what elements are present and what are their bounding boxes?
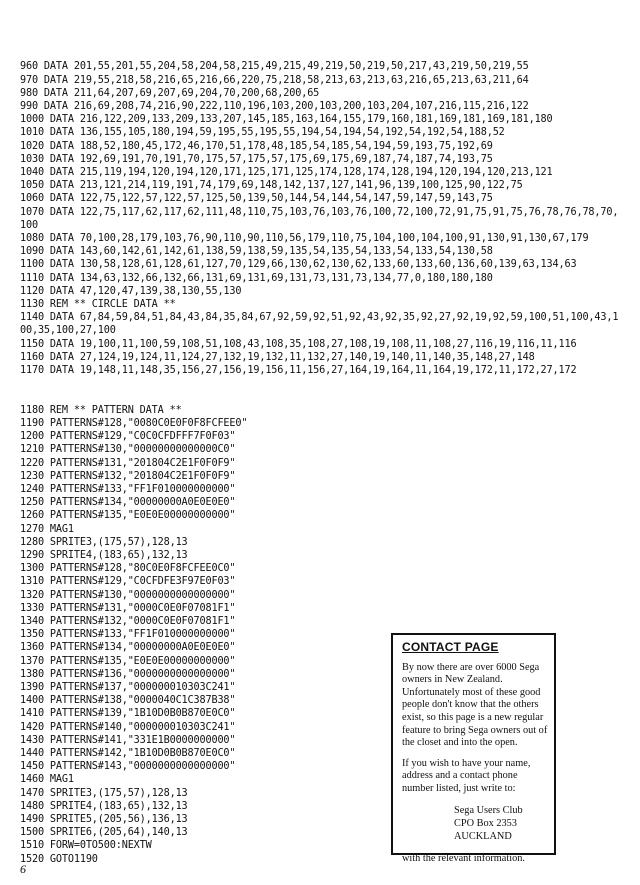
contact-closing: with the relevant information. xyxy=(402,852,525,864)
code-line: 1230 PATTERNS#132,"201804C2E1F0F0F9" xyxy=(20,470,236,482)
code-line: 1430 PATTERNS#141,"331E1B0000000000" xyxy=(20,734,236,746)
code-line: 1170 DATA 19,148,11,148,35,156,27,156,19,156,11,156,27,164,19,164,11,164,19,172,11,172,27,172 xyxy=(20,365,577,377)
code-line: 1370 PATTERNS#135,"E0E0E00000000000" xyxy=(20,655,236,667)
data-statements xyxy=(20,60,620,377)
club-address xyxy=(454,804,548,843)
code-line: 1220 PATTERNS#131,"201804C2E1F0F0F9" xyxy=(20,457,236,469)
code-line: 1450 PATTERNS#143,"0000000000000000" xyxy=(20,761,236,773)
code-line: 1350 PATTERNS#133,"FF1F010000000000" xyxy=(20,629,236,641)
code-line: 1240 PATTERNS#133,"FF1F010000000000" xyxy=(20,483,236,495)
code-line: 1030 DATA 192,69,191,70,191,70,175,57,175,57,175,69,175,69,187,74,187,74,193,75 xyxy=(20,153,493,165)
code-line: 990 DATA 216,69,208,74,216,90,222,110,196,103,200,103,200,103,204,107,216,115,216,122 xyxy=(20,101,529,113)
code-line: 1470 SPRITE3,(175,57),128,13 xyxy=(20,787,188,799)
code-line: 1360 PATTERNS#134,"00000000A0E0E0E0" xyxy=(20,642,236,654)
code-line: 1150 DATA 19,100,11,100,59,108,51,108,43,108,35,108,27,108,19,108,11,108,27,116,19,116,11,116 xyxy=(20,338,577,350)
code-line: 1180 REM ** PATTERN DATA ** xyxy=(20,404,182,416)
code-line: 1300 PATTERNS#128,"80C0E0F8FCFEE0C0" xyxy=(20,563,236,575)
code-line: 1510 FORW=0TO500:NEXTW xyxy=(20,840,152,852)
code-line: 970 DATA 219,55,218,58,216,65,216,66,220,75,218,58,213,63,213,63,216,65,213,63,211,64 xyxy=(20,74,529,86)
code-line: 1110 DATA 134,63,132,66,132,66,131,69,131,69,131,73,131,73,134,77,0,180,180,180 xyxy=(20,272,493,284)
code-line: 1120 DATA 47,120,47,139,38,130,55,130 xyxy=(20,285,242,297)
code-line: 980 DATA 211,64,207,69,207,69,204,70,200,68,200,65 xyxy=(20,87,320,99)
code-line: 1090 DATA 143,60,142,61,142,61,138,59,138,59,135,54,135,54,133,54,133,54,130,58 xyxy=(20,246,493,258)
code-line: 1070 DATA 122,75,117,62,117,62,111,48,110,75,103,76,103,76,100,72,100,72,91,75,91,75,76,78,76,78,70,100 xyxy=(20,206,619,231)
code-line: 1100 DATA 130,58,128,61,128,61,127,70,129,66,130,62,130,62,133,60,133,60,136,60,139,63,134,63 xyxy=(20,259,577,271)
contact-page-box xyxy=(391,633,556,864)
code-line: 1010 DATA 136,155,105,180,194,59,195,55,195,55,194,54,194,54,192,54,192,54,188,52 xyxy=(20,127,505,139)
code-line: 1340 PATTERNS#132,"0000C0E0F07081F1" xyxy=(20,615,236,627)
address-line-city: AUCKLAND xyxy=(454,830,512,842)
code-line: 1020 DATA 188,52,180,45,172,46,170,51,178,48,185,54,185,54,194,59,193,75,192,69 xyxy=(20,140,493,152)
code-line: 1160 DATA 27,124,19,124,11,124,27,132,19,132,11,132,27,140,19,140,11,140,35,148,27,148 xyxy=(20,351,535,363)
code-line: 1000 DATA 216,122,209,133,209,133,207,145,185,163,164,155,179,160,181,169,181,169,181,180 xyxy=(20,114,553,126)
code-line: 1380 PATTERNS#136,"0000000000000000" xyxy=(20,668,236,680)
code-line: 1140 DATA 67,84,59,84,51,84,43,84,35,84,67,92,59,92,51,92,43,92,35,92,27,92,19,92,59,100,51,100,43,100,35,100,27,100 xyxy=(20,312,619,337)
code-line: 1410 PATTERNS#139,"1B10D0B0B870E0C0" xyxy=(20,708,236,720)
code-line: 1420 PATTERNS#140,"000000010303C241" xyxy=(20,721,236,733)
code-line: 1190 PATTERNS#128,"0080C0E0F0F8FCFEE0" xyxy=(20,417,248,429)
code-line: 1050 DATA 213,121,214,119,191,74,179,69,148,142,137,127,141,96,139,100,125,90,122,75 xyxy=(20,180,523,192)
contact-intro-paragraph: By now there are over 6000 Sega owners in New Zealand. Unfortunately most of these good people don't know that the others exist, so this page is a new regular feature to bring Sega owners out of the closet and into the open. xyxy=(402,661,548,749)
code-line: 1250 PATTERNS#134,"00000000A0E0E0E0" xyxy=(20,497,236,509)
code-line: 1390 PATTERNS#137,"000000010303C241" xyxy=(20,681,236,693)
code-line: 1270 MAG1 xyxy=(20,523,74,535)
code-line: 1260 PATTERNS#135,"E0E0E00000000000" xyxy=(20,510,236,522)
code-line: 1400 PATTERNS#138,"0000040C1C387B38" xyxy=(20,695,236,707)
code-line: 1440 PATTERNS#142,"1B10D0B0B870E0C0" xyxy=(20,747,236,759)
code-line: 1210 PATTERNS#130,"00000000000000C0" xyxy=(20,444,236,456)
contact-heading: CONTACT PAGE xyxy=(402,640,499,654)
code-line: 1480 SPRITE4,(183,65),132,13 xyxy=(20,800,188,812)
code-line: 1310 PATTERNS#129,"C0CFDFE3F97E0F03" xyxy=(20,576,236,588)
code-line: 1490 SPRITE5,(205,56),136,13 xyxy=(20,813,188,825)
code-line: 1500 SPRITE6,(205,64),140,13 xyxy=(20,827,188,839)
code-line: 960 DATA 201,55,201,55,204,58,204,58,215,49,215,49,219,50,219,50,217,43,219,50,219,55 xyxy=(20,61,529,73)
code-line: 1200 PATTERNS#129,"C0C0CFDFFF7F0F03" xyxy=(20,431,236,443)
address-line-box: CPO Box 2353 xyxy=(454,817,517,829)
code-line: 1040 DATA 215,119,194,120,194,120,171,125,171,125,174,128,174,128,194,120,194,120,213,121 xyxy=(20,167,553,179)
code-line: 1520 GOTO1190 xyxy=(20,853,98,865)
address-line-club: Sega Users Club xyxy=(454,804,523,816)
page-number: 6 xyxy=(20,862,26,876)
code-line: 1330 PATTERNS#131,"0000C0E0F07081F1" xyxy=(20,602,236,614)
code-line: 1130 REM ** CIRCLE DATA ** xyxy=(20,299,176,311)
contact-instructions-paragraph: If you wish to have your name, address and a contact phone number listed, just write to: xyxy=(402,757,531,794)
code-line: 1060 DATA 122,75,122,57,122,57,125,50,139,50,144,54,144,54,147,59,147,59,143,75 xyxy=(20,193,493,205)
code-line: 1080 DATA 70,100,28,179,103,76,90,110,90,110,56,179,110,75,104,100,104,100,91,130,91,130,67,179 xyxy=(20,233,589,245)
code-line: 1460 MAG1 xyxy=(20,774,74,786)
code-line: 1320 PATTERNS#130,"0000000000000000" xyxy=(20,589,236,601)
code-line: 1280 SPRITE3,(175,57),128,13 xyxy=(20,536,188,548)
code-line: 1290 SPRITE4,(183,65),132,13 xyxy=(20,549,188,561)
